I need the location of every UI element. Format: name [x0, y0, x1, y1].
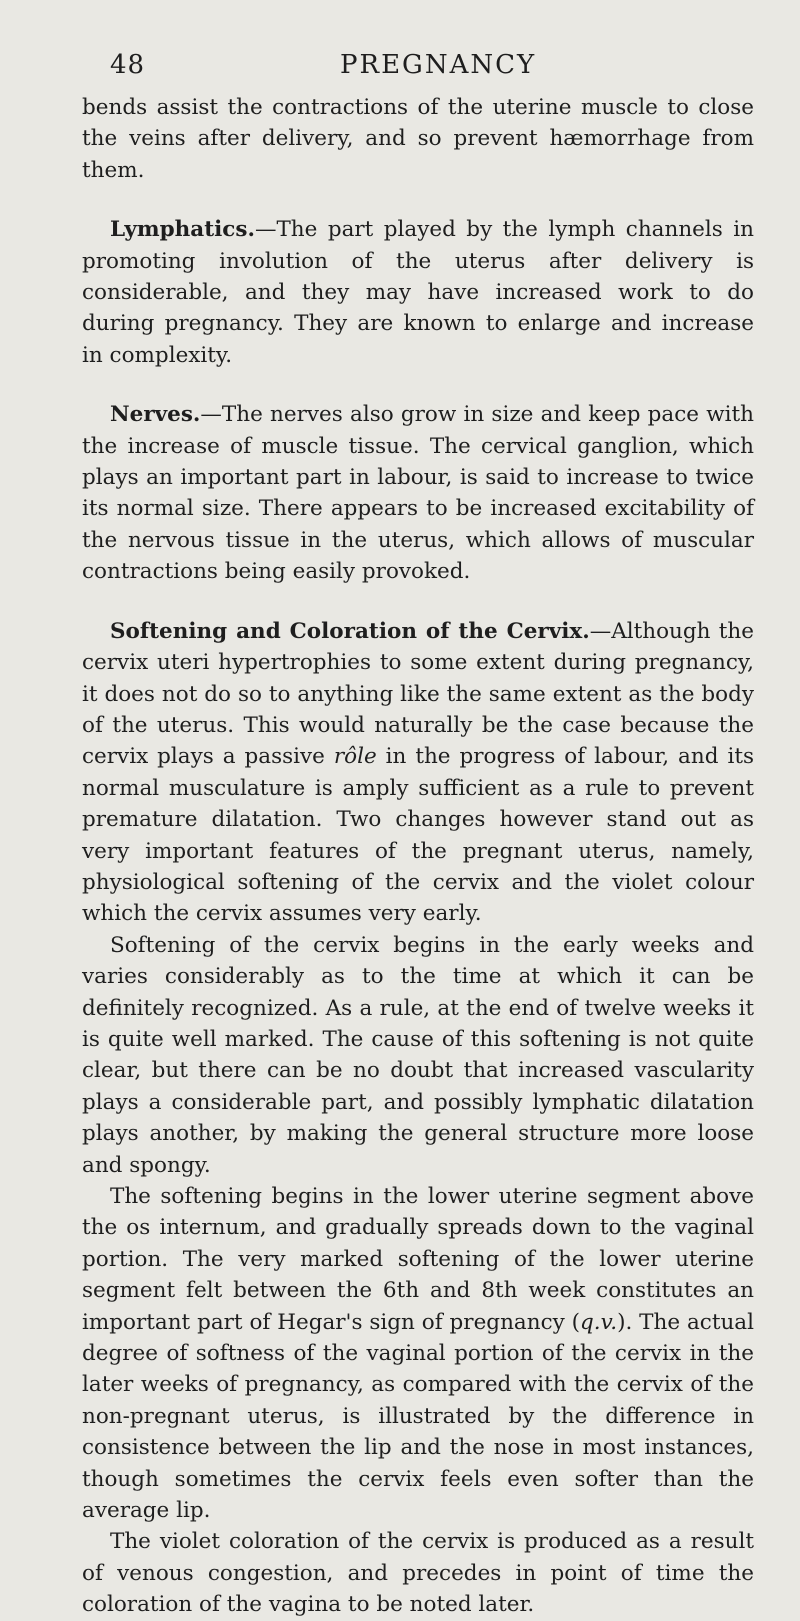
section-heading-cervix: Softening and Coloration of the Cervix. — [110, 618, 590, 644]
paragraph-cervix — [82, 616, 754, 930]
paragraph-text: —The nerves also grow in size and keep pace with the increase of muscle tissue. The cervical ganglion, which plays an important part in labour, is said to increase to twice its normal size. There appears to be increased excitability of the nervous tissue in the uterus, which allows of muscular contractions being easily provoked. — [82, 402, 754, 585]
paragraph-violet-coloration — [82, 1526, 754, 1620]
paragraph-text: Softening of the cervix begins in the early weeks and varies considerably as to the time at which it can be definitely recognized. As a rule, at the end of twelve weeks it is quite well marked. The cause of this softening is not quite clear, but there can be no doubt that increased vascularity plays a considerable part, and possibly lymphatic dilatation plays another, by making the general structure more loose and spongy. — [82, 932, 754, 1178]
paragraph-text: bends assist the contractions of the uterine muscle to close the veins after delivery, and so prevent hæmorrhage from them. — [82, 95, 754, 183]
italic-term: q.v. — [580, 1309, 618, 1335]
body-text — [82, 92, 754, 1621]
page-number: 48 — [110, 50, 146, 80]
paragraph-softening — [82, 930, 754, 1181]
paragraph-text: —Although the cervix uteri hypertrophies to some extent during pregnancy, it does not do so to anything like the same extent as the body of the uterus. This would naturally be the case because the cervix plays a passive — [82, 618, 754, 770]
paragraph-text: The violet coloration of the cervix is produced as a result of venous congestion, and precedes in point of time the coloration of the vagina to be noted later. — [82, 1529, 754, 1618]
section-heading-lymphatics: Lymphatics. — [110, 217, 255, 243]
running-title: PREGNANCY — [340, 50, 537, 80]
paragraph-nerves — [82, 399, 754, 587]
paragraph-lymphatics — [82, 214, 754, 371]
running-head — [82, 0, 754, 92]
section-heading-nerves: Nerves. — [110, 402, 201, 428]
paragraph-lower-segment — [82, 1181, 754, 1526]
paragraph-text: The softening begins in the lower uterine segment above the os internum, and gradually spreads down to the vaginal portion. The very marked softening of the lower uterine segment felt between the 6th and 8th week constitutes an important part of Hegar's sign of pregnancy ( — [82, 1184, 754, 1335]
paragraph-text: ). The actual degree of softness of the vaginal portion of the cervix in the later weeks of pregnancy, as compared with the cervix of the non-pregnant uterus, is illustrated by the difference in consistence between the lip and the nose in most instances, though sometimes the cervix feels even softer than the average lip. — [82, 1309, 755, 1524]
paragraph-text: —The part played by the lymph channels in promoting involution of the uterus after delivery is considerable, and they may have increased work to do during pregnancy. They are known to enlarge and increase in complexity. — [82, 217, 754, 368]
italic-term: rôle — [333, 744, 377, 770]
paragraph-continuation — [82, 92, 754, 186]
paragraph-text: in the progress of labour, and its normal musculature is amply sufficient as a rule to prevent premature dilatation. Two changes however stand out as very important features of the pregnant uterus, namely, physiological softening of the cervix and the violet colour which the cervix assumes very early. — [82, 744, 754, 927]
